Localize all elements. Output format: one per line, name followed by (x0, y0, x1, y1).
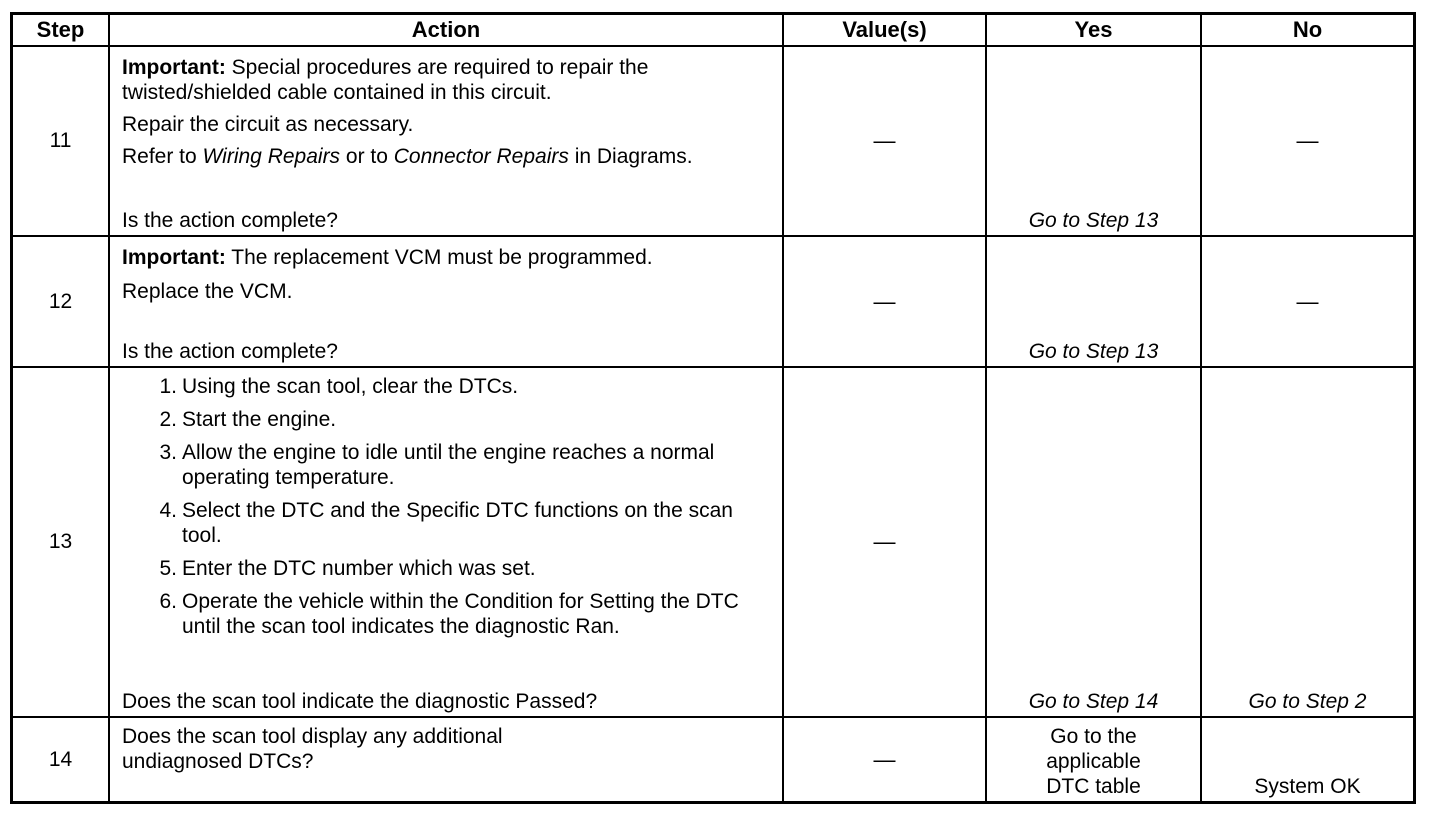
no-result: Go to Step 2 (1248, 690, 1367, 713)
list-item (122, 374, 772, 399)
list-item (122, 407, 772, 432)
list-item-number: 2. (159, 408, 177, 431)
yes-result-line: DTC table (1046, 775, 1141, 798)
no-result: — (1296, 288, 1319, 314)
action-line: Repair the circuit as necessary. (122, 113, 414, 136)
list-item (122, 498, 772, 548)
list-item-text: Allow the engine to idle until the engine reaches a normal operating temperature. (182, 441, 715, 489)
action-cell (110, 47, 784, 235)
no-cell (1202, 237, 1413, 366)
list-item (122, 589, 772, 639)
header-values: Value(s) (784, 15, 987, 45)
list-item (122, 556, 772, 581)
action-question: Does the scan tool display any additional undiagnosed DTCs? (122, 725, 503, 773)
no-cell (1202, 368, 1413, 716)
action-question: Is the action complete? (122, 209, 338, 232)
table-row (13, 368, 1413, 718)
value-text: — (873, 529, 896, 554)
value-cell (784, 718, 987, 801)
action-cell (110, 368, 784, 716)
value-cell (784, 237, 987, 366)
refer-text: or to (340, 145, 394, 168)
table-row (13, 47, 1413, 237)
action-cell (110, 718, 784, 801)
important-note (122, 245, 772, 270)
value-text: — (873, 128, 896, 153)
yes-cell (987, 47, 1202, 235)
yes-result: Go to Step 13 (1028, 209, 1159, 232)
important-text: The replacement VCM must be programmed. (225, 246, 653, 269)
connector-repairs-ref: Connector Repairs (393, 145, 569, 168)
value-text: — (873, 288, 896, 314)
header-action: Action (110, 15, 784, 45)
yes-cell (987, 368, 1202, 716)
table-row (13, 237, 1413, 368)
important-label: Important: (122, 246, 226, 269)
important-note (122, 55, 772, 105)
header-yes: Yes (987, 15, 1202, 45)
refer-text: in Diagrams. (568, 145, 693, 168)
step-number (13, 237, 110, 366)
yes-result: Go to Step 13 (1028, 340, 1159, 363)
action-question: Is the action complete? (122, 340, 338, 363)
important-label: Important: (122, 56, 226, 79)
list-item-number: 1. (159, 375, 177, 398)
list-item-text: Using the scan tool, clear the DTCs. (182, 375, 519, 398)
important-text: Special procedures are required to repair the twisted/shielded cable contained in this circuit. (122, 56, 649, 104)
value-text: — (873, 746, 896, 772)
wiring-repairs-ref: Wiring Repairs (202, 145, 341, 168)
no-cell (1202, 47, 1413, 235)
step-number-text: 13 (48, 530, 73, 553)
action-cell (110, 237, 784, 366)
no-result: — (1296, 128, 1319, 153)
list-item-number: 3. (159, 441, 177, 464)
step-number (13, 718, 110, 801)
yes-result: Go to Step 14 (1028, 690, 1159, 713)
yes-cell (987, 718, 1202, 801)
value-cell (784, 47, 987, 235)
diagnostic-table (10, 12, 1416, 804)
step-number (13, 368, 110, 716)
step-number-text: 14 (48, 747, 73, 771)
list-item-text: Start the engine. (182, 408, 337, 431)
procedure-list (122, 374, 772, 639)
header-step: Step (13, 15, 110, 45)
yes-cell (987, 237, 1202, 366)
action-line: Replace the VCM. (122, 280, 293, 303)
refer-text: Refer to (122, 145, 203, 168)
list-item-number: 5. (159, 557, 177, 580)
no-cell (1202, 718, 1413, 801)
yes-result (987, 724, 1200, 799)
list-item-text: Operate the vehicle within the Condition for Setting the DTC until the scan tool indicates the diagnostic Ran. (182, 590, 739, 638)
table-row (13, 718, 1413, 801)
no-result: System OK (1254, 775, 1361, 798)
refer-line (122, 144, 772, 169)
value-cell (784, 368, 987, 716)
action-question: Does the scan tool indicate the diagnostic Passed? (122, 690, 598, 713)
list-item-text: Enter the DTC number which was set. (182, 557, 536, 580)
list-item-number: 4. (159, 499, 177, 522)
yes-result-line: applicable (1046, 750, 1141, 773)
yes-result-line: Go to the (1050, 725, 1137, 748)
step-number-text: 12 (48, 289, 73, 313)
step-number-text: 11 (49, 129, 72, 152)
table-header-row (13, 15, 1413, 47)
header-no: No (1292, 17, 1323, 42)
list-item-number: 6. (159, 590, 177, 613)
list-item (122, 440, 772, 490)
step-number (13, 47, 110, 235)
list-item-text: Select the DTC and the Specific DTC functions on the scan tool. (182, 499, 733, 547)
